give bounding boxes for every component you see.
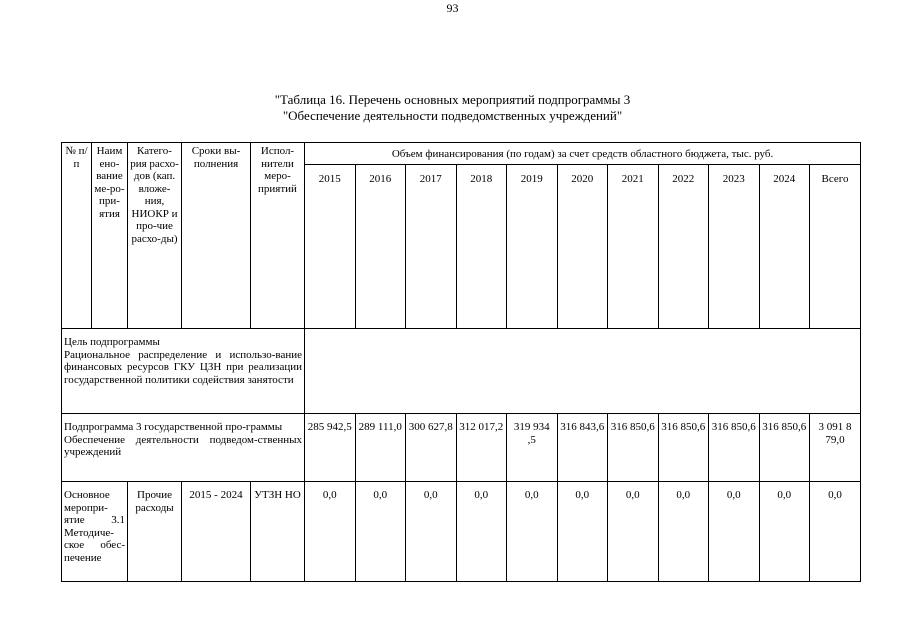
subprogram-cell [62, 414, 305, 482]
activity-value: 0,0 [507, 482, 558, 582]
year-cell: 2021 [608, 165, 659, 329]
header-executors: Испол-нители меро-приятий [251, 143, 305, 329]
subprogram-value: 289 111,0 [355, 414, 406, 482]
header-terms: Сроки вы-полнения [182, 143, 251, 329]
header-funding: Объем финансирования (по годам) за счет средств областного бюджета, тыс. руб. [305, 143, 861, 165]
activity-total: 0,0 [810, 482, 861, 582]
subprogram-value: 316 850,6 [709, 414, 760, 482]
year-cell: 2017 [406, 165, 457, 329]
goal-title: Цель подпрограммы [64, 336, 160, 348]
year-cell: 2018 [456, 165, 507, 329]
subprogram-row [62, 414, 861, 482]
activity-value: 0,0 [608, 482, 659, 582]
activity-value: 0,0 [709, 482, 760, 582]
subprogram-value: 316 850,6 [658, 414, 709, 482]
subprogram-value: 319 934 ,5 [507, 414, 558, 482]
activity-value: 0,0 [456, 482, 507, 582]
table-caption [0, 92, 905, 124]
activity-value: 0,0 [759, 482, 810, 582]
year-cell: 2019 [507, 165, 558, 329]
subprogram-value: 316 850,6 [759, 414, 810, 482]
subprogram-value: 312 017,2 [456, 414, 507, 482]
activity-category: Прочие расходы [128, 482, 182, 582]
activity-value: 0,0 [355, 482, 406, 582]
header-num: № п/п [62, 143, 92, 329]
caption-line-2: "Обеспечение деятельности подведомственных учреждений" [282, 108, 623, 123]
goal-row [62, 329, 861, 414]
subprogram-line-1: Подпрограмма 3 государственной про-граммы [64, 421, 283, 433]
goal-cell [62, 329, 305, 414]
activity-value: 0,0 [406, 482, 457, 582]
subprogram-total: 3 091 8 79,0 [810, 414, 861, 482]
year-cell: 2015 [305, 165, 356, 329]
page-number: 93 [446, 1, 459, 15]
activity-terms: 2015 - 2024 [182, 482, 251, 582]
activity-value: 0,0 [658, 482, 709, 582]
year-cell: 2020 [557, 165, 608, 329]
activity-name: Основное меропри-ятие 3.1 Методиче-ское обес-печение [62, 482, 128, 582]
year-cell: 2022 [658, 165, 709, 329]
header-name: Наим ено-вание ме-ро-при-ятия [92, 143, 128, 329]
caption-line-1: "Таблица 16. Перечень основных мероприятий подпрограммы 3 [274, 92, 631, 107]
goal-empty-cell [305, 329, 861, 414]
activities-table [61, 142, 861, 582]
goal-text: Рациональное распределение и использо-вание финансовых ресурсов ГКУ ЦЗН при реализации государственной политики содействия занятости [64, 348, 302, 386]
subprogram-value: 300 627,8 [406, 414, 457, 482]
total-header-cell: Всего [810, 165, 861, 329]
year-cell: 2024 [759, 165, 810, 329]
header-row-1 [62, 143, 861, 165]
subprogram-value: 316 843,6 [557, 414, 608, 482]
year-cell: 2016 [355, 165, 406, 329]
year-cell: 2023 [709, 165, 760, 329]
subprogram-value: 316 850,6 [608, 414, 659, 482]
activity-value: 0,0 [305, 482, 356, 582]
subprogram-line-2: Обеспечение деятельности подведом-ственных учреждений [64, 433, 302, 458]
subprogram-value: 285 942,5 [305, 414, 356, 482]
activity-row [62, 482, 861, 582]
header-category: Катего-рия расхо-дов (кап. вложе-ния, НИОКР и про-чие расхо-ды) [128, 143, 182, 329]
activity-executor: УТЗН НО [251, 482, 305, 582]
activity-value: 0,0 [557, 482, 608, 582]
